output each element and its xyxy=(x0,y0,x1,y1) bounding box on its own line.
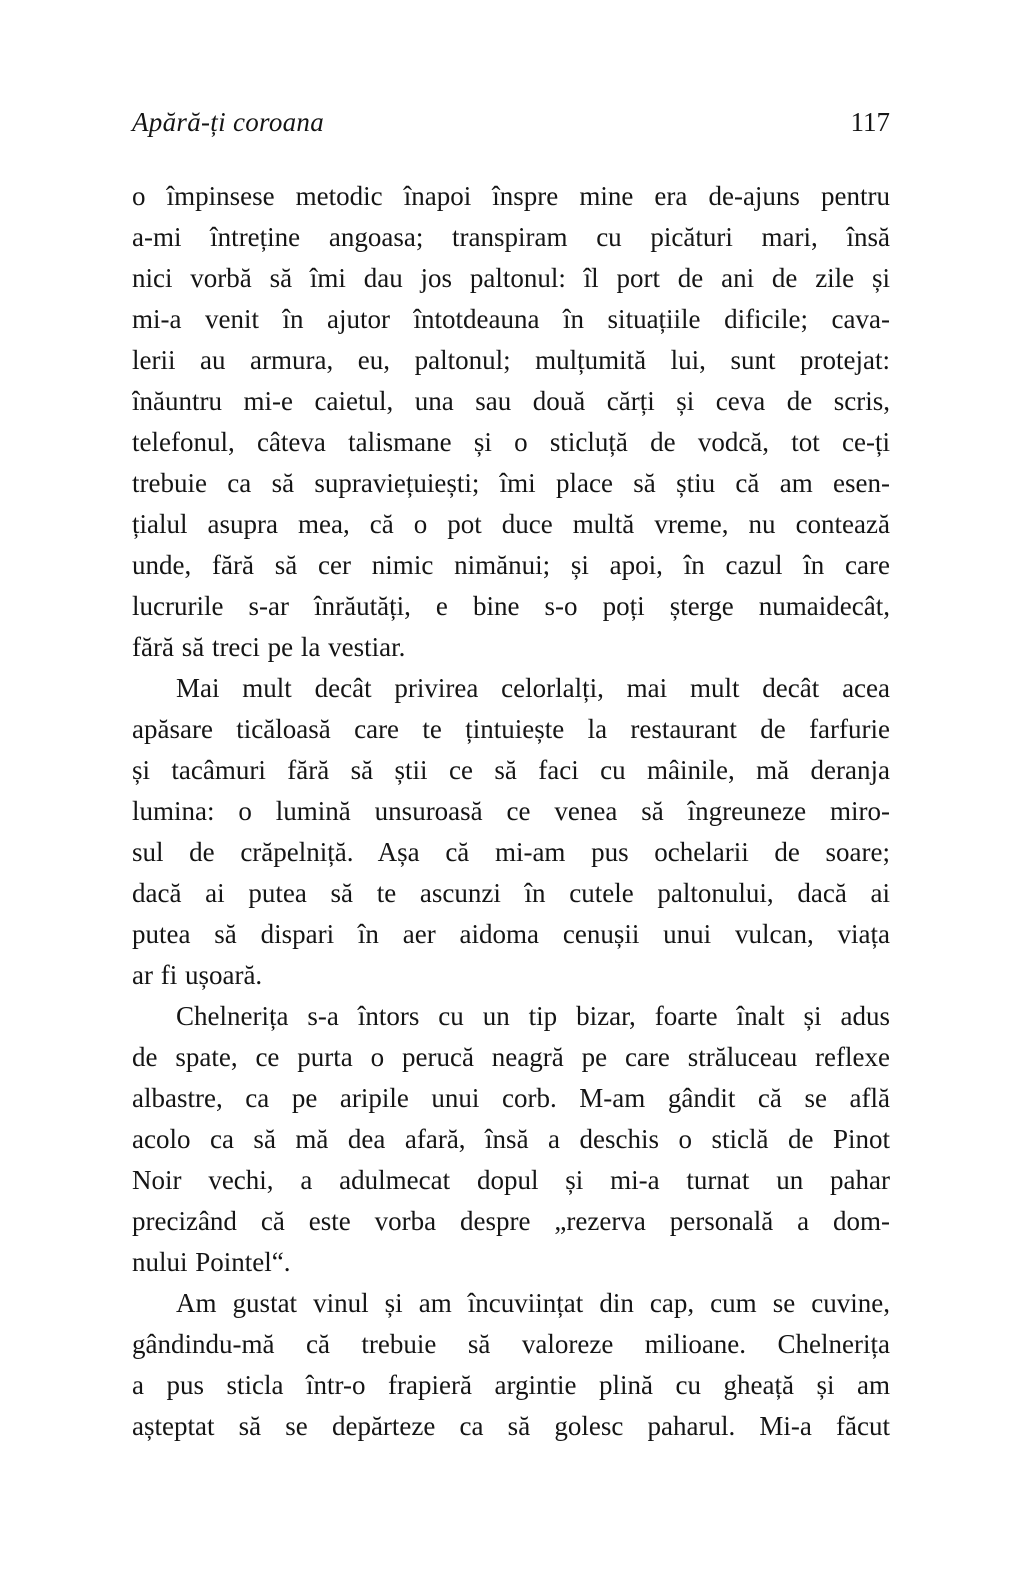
text-line: lumina: o lumină unsuroasă ce venea să îngreuneze miro- xyxy=(132,796,890,826)
text-line: așteptat să se depărteze ca să golesc paharul. Mi-a făcut xyxy=(132,1411,890,1441)
text-line: acolo ca să mă dea afară, însă a deschis o sticlă de Pinot xyxy=(132,1124,890,1154)
running-head: Apără-ți coroana xyxy=(132,107,325,137)
page-body xyxy=(132,176,890,1447)
text-line: unde, fără să cer nimic nimănui; și apoi, în cazul în care xyxy=(132,550,890,580)
text-line: putea să dispari în aer aidoma cenușii unui vulcan, viața xyxy=(132,919,890,949)
text-line: trebuie ca să supraviețuiești; îmi place să știu că am esen- xyxy=(132,468,890,498)
text-line: dacă ai putea să te ascunzi în cutele paltonului, dacă ai xyxy=(132,878,890,908)
text-line: apăsare ticăloasă care te țintuiește la restaurant de farfurie xyxy=(132,714,890,744)
text-line: gândindu-mă că trebuie să valoreze milioane. Chelnerița xyxy=(132,1329,890,1359)
text-line: de spate, ce purta o perucă neagră pe care străluceau reflexe xyxy=(132,1042,890,1072)
page-number: 117 xyxy=(850,107,890,137)
text-line: a pus sticla într-o frapieră argintie plină cu gheață și am xyxy=(132,1370,890,1400)
text-line: Chelnerița s-a întors cu un tip bizar, foarte înalt și adus xyxy=(176,1001,890,1031)
text-line: Noir vechi, a adulmecat dopul și mi-a turnat un pahar xyxy=(132,1165,890,1195)
text-line: sul de crăpelniță. Așa că mi-am pus ochelarii de soare; xyxy=(132,837,890,867)
text-line: Mai mult decât privirea celorlalți, mai mult decât acea xyxy=(176,673,890,703)
text-line: și tacâmuri fără să știi ce să faci cu mâinile, mă deranja xyxy=(132,755,890,785)
text-line: precizând că este vorba despre „rezerva personală a dom- xyxy=(132,1206,890,1236)
text-line: ar fi ușoară. xyxy=(132,960,263,990)
page-header xyxy=(132,106,890,138)
text-line: nului Pointel“. xyxy=(132,1247,291,1277)
text-line: lerii au armura, eu, paltonul; mulțumită lui, sunt protejat: xyxy=(132,345,890,375)
text-line: mi-a venit în ajutor întotdeauna în situațiile dificile; cava- xyxy=(132,304,890,334)
text-line: lucrurile s-ar înrăutăți, e bine s-o poți șterge numaidecât, xyxy=(132,591,890,621)
text-line: o împinsese metodic înapoi înspre mine era de-ajuns pentru xyxy=(132,181,890,211)
text-line: albastre, ca pe aripile unui corb. M-am gândit că se află xyxy=(132,1083,890,1113)
text-line: înăuntru mi-e caietul, una sau două cărți și ceva de scris, xyxy=(132,386,890,416)
text-line: țialul asupra mea, că o pot duce multă vreme, nu contează xyxy=(132,509,890,539)
text-line: fără să treci pe la vestiar. xyxy=(132,632,406,662)
text-line: telefonul, câteva talismane și o sticluță de vodcă, tot ce-ți xyxy=(132,427,890,457)
text-line: Am gustat vinul și am încuviințat din cap, cum se cuvine, xyxy=(176,1288,890,1318)
text-line: nici vorbă să îmi dau jos paltonul: îl port de ani de zile și xyxy=(132,263,890,293)
text-line: a-mi întreține angoasa; transpiram cu picături mari, însă xyxy=(132,222,890,252)
